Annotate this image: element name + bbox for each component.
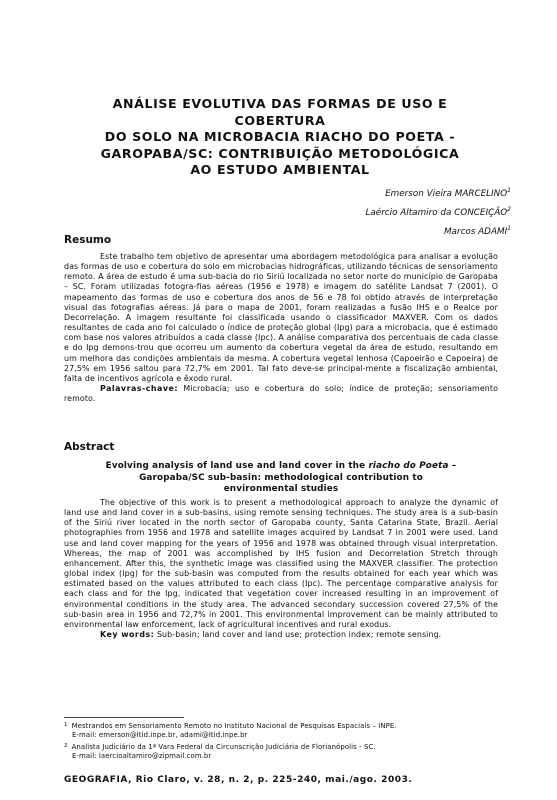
abstract-section [64,498,498,640]
footnote-email: E-mail: laercioaltamiro@zipmail.com.br [72,752,212,761]
title-line: GAROPABA/SC: CONTRIBUIÇÃO METODOLÓGICA [100,145,460,161]
author-affiliation-mark: 1 [507,187,511,194]
author-list [365,183,511,241]
footnote-text: Mestrandos em Sensoriamento Remoto no Instituto Nacional de Pesquisas Espaciais – INPE. [71,722,397,730]
author-affiliation-mark: 2 [507,206,511,214]
abstract-text: The objective of this work is to present a methodological approach to analyze the dynamic of land use and land cover in a sub-basins, using remote sensing techniques. The study area is a sub-basin of the Siriú river located in the north sector of Garopaba county, Santa Catarina State, Brazil. Aerial photographies from 1956 and 1978 and satellite images acquired by Landsat 7 in 2001 were used. Land use and land cover mapping for the years of 1956 and 1978 was obtained through visual interpretation. Whereas, the map of 2001 was accomplished by IHS fusion and Decorrelation Stretch through enhancement. After this, the synthetic image was classified using the MAXVER classifier. The protection global index (Ipg) for the sub-basin was computed from the results obtained for each year which was estimated based on the values attributed to each class (Ipc). The percentage comparative analysis for each class and for the Ipg, indicated that vegetation cover increased resulting in an improvement of environmental conditions in the study area. The advanced secondary succession covered 27,5% of the sub-basin area in 1956 and 72,7% in 2001. This environmental improvement can be mainly attributed to environmental law enforcement, lack of agricultural incentives and rural exodus. [64,498,498,629]
abstract-title-line: Garopaba/SC sub-basin: methodological contribution to [139,472,423,483]
title-line: AO ESTUDO AMBIENTAL [190,162,370,177]
resumo-keywords [64,384,498,404]
footnote-divider [64,717,184,718]
resumo-text: Este trabalho tem objetivo de apresentar uma abordagem metodológica para analisar a evolução das formas de uso e cobertura do solo em microbacias hidrográficas, utilizando técnicas de sensoriamento remoto. A área de estudo é uma sub-bacia do rio Siriú localizada no setor norte do município de Garopaba – SC. Foram utilizadas fotogra-fias aéreas (1956 e 1978) e imagem do satélite Landsat 7 (2001). O mapeamento das formas de uso e cobertura dos anos de 56 e 78 foi obtido através de interpretação visual das fotografias aéreas. Já para o mapa de 2001, foram realizadas a fusão IHS e o Realce por Decorrelação. A imagem resultante foi classificada usando o classificador MAXVER. Com os dados resultantes de cada ano foi calculado o índice de proteção global (Ipg) para a microbacia, que é estimado com base nos valores atribuídos a cada classe (Ipc). A análise comparativa dos percentuais de cada classe e do Ipg demons-trou que ocorreu um aumento da cobertura vegetal da área de estudo, resultando em um melhora das condições ambientais da mesma. A cobertura vegetal lenhosa (Capoeirão e Capoeira) de 27,5% em 1956 saltou para 72,7% em 2001. Tal fato deve-se principal-mente a fiscalização ambiental, falta de incentivos agrícola e êxodo rural. [64,252,498,383]
title-line: DO SOLO NA MICROBACIA RIACHO DO POETA - [104,129,456,144]
abstract-title-line: Evolving analysis of land use and land cover in the riacho do Poeta – [105,461,457,471]
keywords-label: Key words: [100,630,155,640]
footnote-text: Analista Judiciário da 1ª Vara Federal da Circunscrição Judiciária de Florianópolis - SC. [71,743,376,751]
author-name: Emerson Vieira MARCELINO [385,188,508,199]
footnote-email: E-mail: emerson@ltid.inpe.br, adami@ltid.inpe.br [72,731,248,740]
author [365,202,511,221]
title-line: ANÁLISE EVOLUTIVA DAS FORMAS DE USO E COBERTURA [112,96,448,128]
keywords-label: Palavras-chave: [100,384,179,394]
abstract-keywords [64,630,498,640]
paper-title [70,96,490,179]
resumo-heading: Resumo [64,234,112,246]
footnote [64,721,504,741]
abstract-heading: Abstract [64,441,115,453]
author [365,183,511,202]
keywords-text: Sub-basin; land cover and land use; protection index; remote sensing. [156,630,442,640]
keywords-text: Microbacia; uso e cobertura do solo; índice de proteção; sensoriamento remoto. [64,384,499,404]
resumo-section [64,252,498,404]
author-affiliation-mark: 1 [507,225,511,233]
author-name: Laércio Altamiro da CONCEIÇÃO [365,208,508,219]
footnote-number: 1 [64,722,68,728]
author-name: Marcos ADAMI [443,227,508,238]
abstract-title [64,461,498,496]
journal-citation: GEOGRAFIA, Rio Claro, v. 28, n. 2, p. 225-240, mai./ago. 2003. [64,775,413,785]
footnote [64,742,504,762]
abstract-title-line: environmental studies [223,484,339,495]
footnote-number: 2 [64,743,68,749]
author [365,221,511,240]
